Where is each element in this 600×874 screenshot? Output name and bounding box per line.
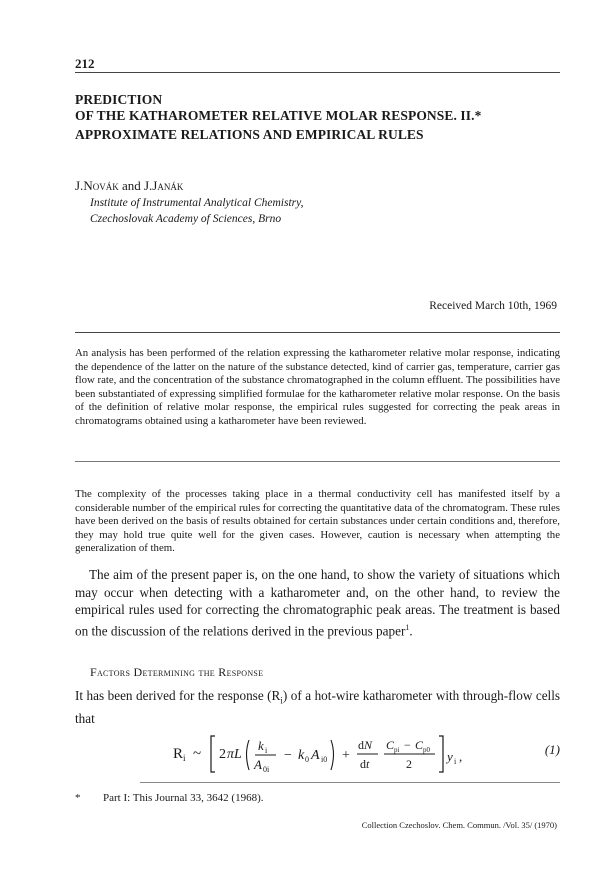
svg-text:,: , [459,749,463,764]
svg-text:C: C [386,738,395,752]
svg-text:2: 2 [219,747,226,762]
author-1-initial: J. [75,178,84,193]
svg-text:−: − [284,748,292,763]
svg-text:dN: dN [358,738,373,752]
author-2-name: Janák [152,178,184,193]
svg-text:i: i [183,753,186,763]
abstract-top-rule [75,332,560,333]
affiliation-line-1: Institute of Instrumental Analytical Chemistry, [90,197,304,209]
svg-text:R: R [173,746,184,762]
svg-text:C: C [415,738,424,752]
equation-label: (1) [544,742,560,757]
svg-text:~: ~ [193,746,202,762]
svg-text:−: − [404,738,411,752]
svg-text:0i: 0i [263,765,270,774]
svg-text:k: k [298,748,305,763]
svg-text:i: i [454,757,457,766]
svg-text:i0: i0 [321,755,328,764]
received-date: Received March 10th, 1969 [429,300,557,312]
author-1-name: Novák [83,178,119,193]
svg-text:0: 0 [305,755,309,764]
abstract: An analysis has been performed of the relation expressing the katharometer relative molar response, indicating the dependence of the latter on the nature of the substance detected, kind of carrier gas, temperature, carrier gas flow rate, and the concentration of the substance chromatographed in the column effluent. The possibilities have been substantiated of expressing simplified formulae for the katharometer relative molar response. On the basis of the definition of relative molar response, the empirical rules suggested for correcting the peak areas in chromatograms obtained using a katharometer have been reviewed. [75,347,561,427]
body-paragraph-2-end: ) of a hot-wire katharometer with through-flow cells that [75,688,561,727]
intro-paragraph: The complexity of the processes taking place in a thermal conductivity cell has manifested itself by a considerable number of the empirical rules for correcting the quantitative data of the chromatogram. These rules have been derived on the basis of results obtained for certain substances under certain conditions and, therefore, they may hold true quite well for the given cases. However, caution is necessary when attempting the generalization of them. [75,488,560,555]
body-paragraph-2 [75,687,560,728]
body-paragraph-2-text: It has been derived for the response (R [75,688,281,703]
author-list [75,178,183,194]
footnote-rule [140,782,560,783]
journal-footer: Collection Czechoslov. Chem. Commun. /Vol. 35/ (1970) [361,820,557,830]
section-heading: Factors Determining the Response [90,665,264,679]
svg-text:+: + [342,748,350,763]
footnote [75,792,264,804]
body-paragraph-1 [75,566,560,639]
abstract-bottom-rule [75,461,560,462]
equation-graphic [75,730,495,776]
body-paragraph-1-text: The aim of the present paper is, on the one hand, to show the variety of situations which may occur when detecting with a katharometer and, on the other hand, to review the empirical rules used for correcting the chromatographic peak areas. The treatment is based on the discussion of the relations derived in the previous paper [75,567,560,638]
svg-text:p0: p0 [423,746,430,754]
author-conjunction: and [118,178,144,193]
svg-text:k: k [258,738,264,753]
footnote-text: Part I: This Journal 33, 3642 (1968). [103,792,264,804]
svg-text:A: A [311,748,320,763]
footnote-mark: * [75,792,81,804]
title-line-2: OF THE KATHAROMETER RELATIVE MOLAR RESPONSE. II.* [75,108,482,123]
svg-text:dt: dt [360,757,370,771]
reference-mark: 1 [405,622,410,632]
svg-text:pi: pi [394,746,400,754]
svg-text:A: A [254,757,262,772]
author-2-initial: J. [143,178,153,193]
svg-text:πL: πL [227,747,242,762]
body-paragraph-1-end: . [409,622,413,638]
title-line-1: PREDICTION [75,92,163,107]
page-number: 212 [75,56,95,71]
header-rule [75,72,560,73]
svg-text:2: 2 [406,757,412,771]
title-line-3: APPROXIMATE RELATIONS AND EMPIRICAL RULES [75,127,424,142]
svg-text:y: y [447,749,453,764]
equation-1 [75,730,560,776]
response-subscript: i [280,695,283,706]
affiliation-line-2: Czechoslovak Academy of Sciences, Brno [90,213,282,225]
svg-text:i: i [265,746,268,755]
